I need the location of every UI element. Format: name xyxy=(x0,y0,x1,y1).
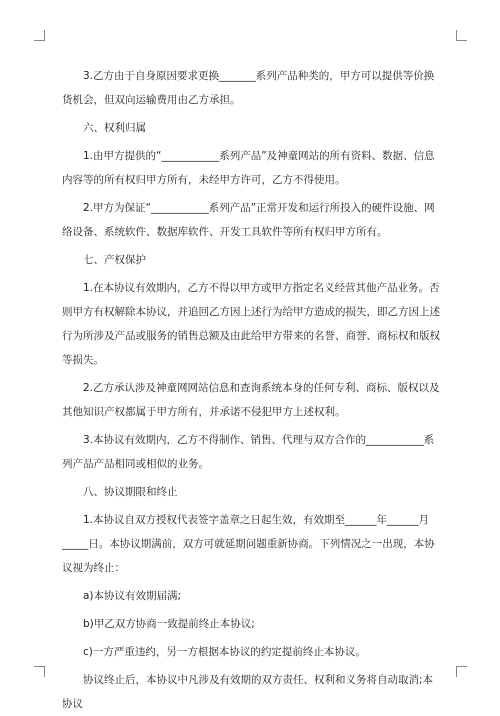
paragraph: 2.甲方为保证“___________系列产品”正常开发和运行所投入的硬件设施、网络设备、系统软件、数据库软件、开发工具软件等所有权归甲方所有。 xyxy=(62,202,435,238)
section-heading: 八、协议期限和终止 xyxy=(83,486,178,498)
crop-mark-bottom-right xyxy=(456,666,467,677)
paragraph: 协议终止后，本协议中凡涉及有效期的双方责任、权利和义务将自动取消;本协议 xyxy=(62,674,434,710)
paragraph: 3.本协议有效期内，乙方不得制作、销售、代理与双方合作的___________系列产品产品相同或相似的业务。 xyxy=(62,434,435,470)
crop-mark-top-left xyxy=(34,30,45,41)
document-body xyxy=(62,64,442,716)
crop-mark-top-right xyxy=(456,30,467,41)
section-heading: 六、权利归属 xyxy=(83,122,146,134)
crop-mark-bottom-left xyxy=(34,666,45,677)
paragraph: 1.本协议自双方授权代表签字盖章之日起生效，有效期至______年______月_____日。本协议期满前，双方可就延期问题重新协商。下列情况之一出现，本协议视为终止： xyxy=(62,514,435,574)
list-item: c)一方严重违约，另一方根据本协议的约定提前终止本协议。 xyxy=(83,646,366,658)
paragraph: 1.由甲方提供的“___________系列产品”及神童网站的所有资料、数据、信息内容等的所有权归甲方所有，未经甲方许可，乙方不得使用。 xyxy=(62,150,435,186)
paragraph: 3.乙方由于自身原因要求更换_______系列产品种类的，甲方可以提供等价换货机会，但双向运输费用由乙方承担。 xyxy=(62,70,435,106)
list-item: b)甲乙双方协商一致提前终止本协议; xyxy=(83,618,255,630)
paragraph: 1.在本协议有效期内，乙方不得以甲方或甲方指定名义经营其他产品业务。否则甲方有权解除本协议，并追回乙方因上述行为给甲方造成的损失，即乙方因上述行为所涉及产品或服务的销售总额及由此给甲方带来的名誉、商誉、商标权和版权等损失。 xyxy=(62,282,440,366)
paragraph: 2.乙方承认涉及神童网网站信息和查询系统本身的任何专利、商标、版权以及其他知识产权都属于甲方所有，并承诺不侵犯甲方上述权利。 xyxy=(62,382,440,418)
list-item: a)本协议有效期届满; xyxy=(83,590,182,602)
section-heading: 七、产权保护 xyxy=(83,254,146,266)
